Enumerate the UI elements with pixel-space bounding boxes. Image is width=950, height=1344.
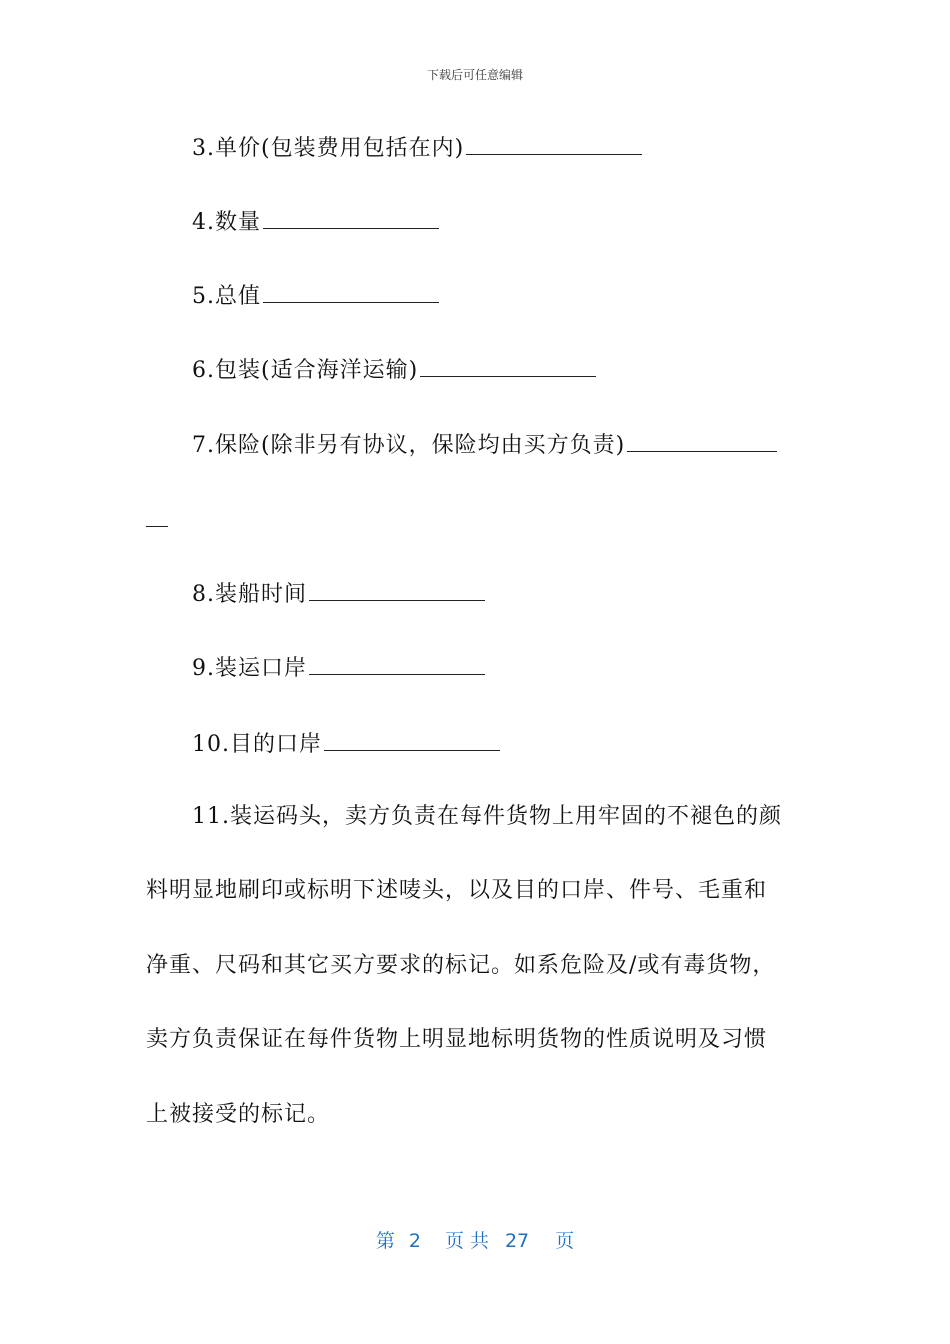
blank-field [146,504,168,527]
blank-field [263,280,439,303]
paragraph-11-line-1: 11.装运码头，卖方负责在每件货物上用牢固的不褪色的颜 [192,804,782,829]
paragraph-11-line-3: 净重、尺码和其它买方要求的标记。如系危险及/或有毒货物， [146,953,776,978]
item-label: 5.总值 [192,284,261,309]
item-unit-price [192,132,642,164]
blank-field [309,652,485,675]
footer-page-number: 2 [408,1230,421,1252]
item-label: 6.包装(适合海洋运输) [192,358,419,383]
blank-field [466,132,642,155]
item-label: 7.保险(除非另有协议，保险均由买方负责) [192,433,626,458]
footer-prefix: 第 [375,1230,395,1252]
item-shipment-time [192,578,485,610]
footer-middle: 页 共 [444,1230,490,1252]
item-packing [192,354,596,386]
item-loading-port [192,652,485,684]
blank-field [263,206,439,229]
item-total-value [192,280,439,312]
paragraph-11-line-4: 卖方负责保证在每件货物上明显地标明货物的性质说明及习惯 [146,1027,768,1052]
footer-total-pages: 27 [504,1230,530,1252]
item-quantity [192,206,439,238]
paragraph-11-line-2: 料明显地刷印或标明下述唛头，以及目的口岸、件号、毛重和 [146,878,768,903]
blank-field [627,429,777,452]
item-label: 9.装运口岸 [192,656,307,681]
item-label: 8.装船时间 [192,582,307,607]
page-footer [0,1226,950,1253]
blank-field [324,728,500,751]
item-label: 10.目的口岸 [192,732,322,757]
footer-suffix: 页 [555,1230,575,1252]
blank-field [420,354,596,377]
page-header: 下载后可任意编辑 [426,68,523,82]
item-insurance-continuation [146,504,168,536]
paragraph-11-line-5: 上被接受的标记。 [146,1102,331,1127]
item-insurance [192,429,777,461]
item-label: 3.单价(包装费用包括在内) [192,136,465,161]
item-label: 4.数量 [192,210,261,235]
item-destination-port [192,728,500,760]
blank-field [309,578,485,601]
